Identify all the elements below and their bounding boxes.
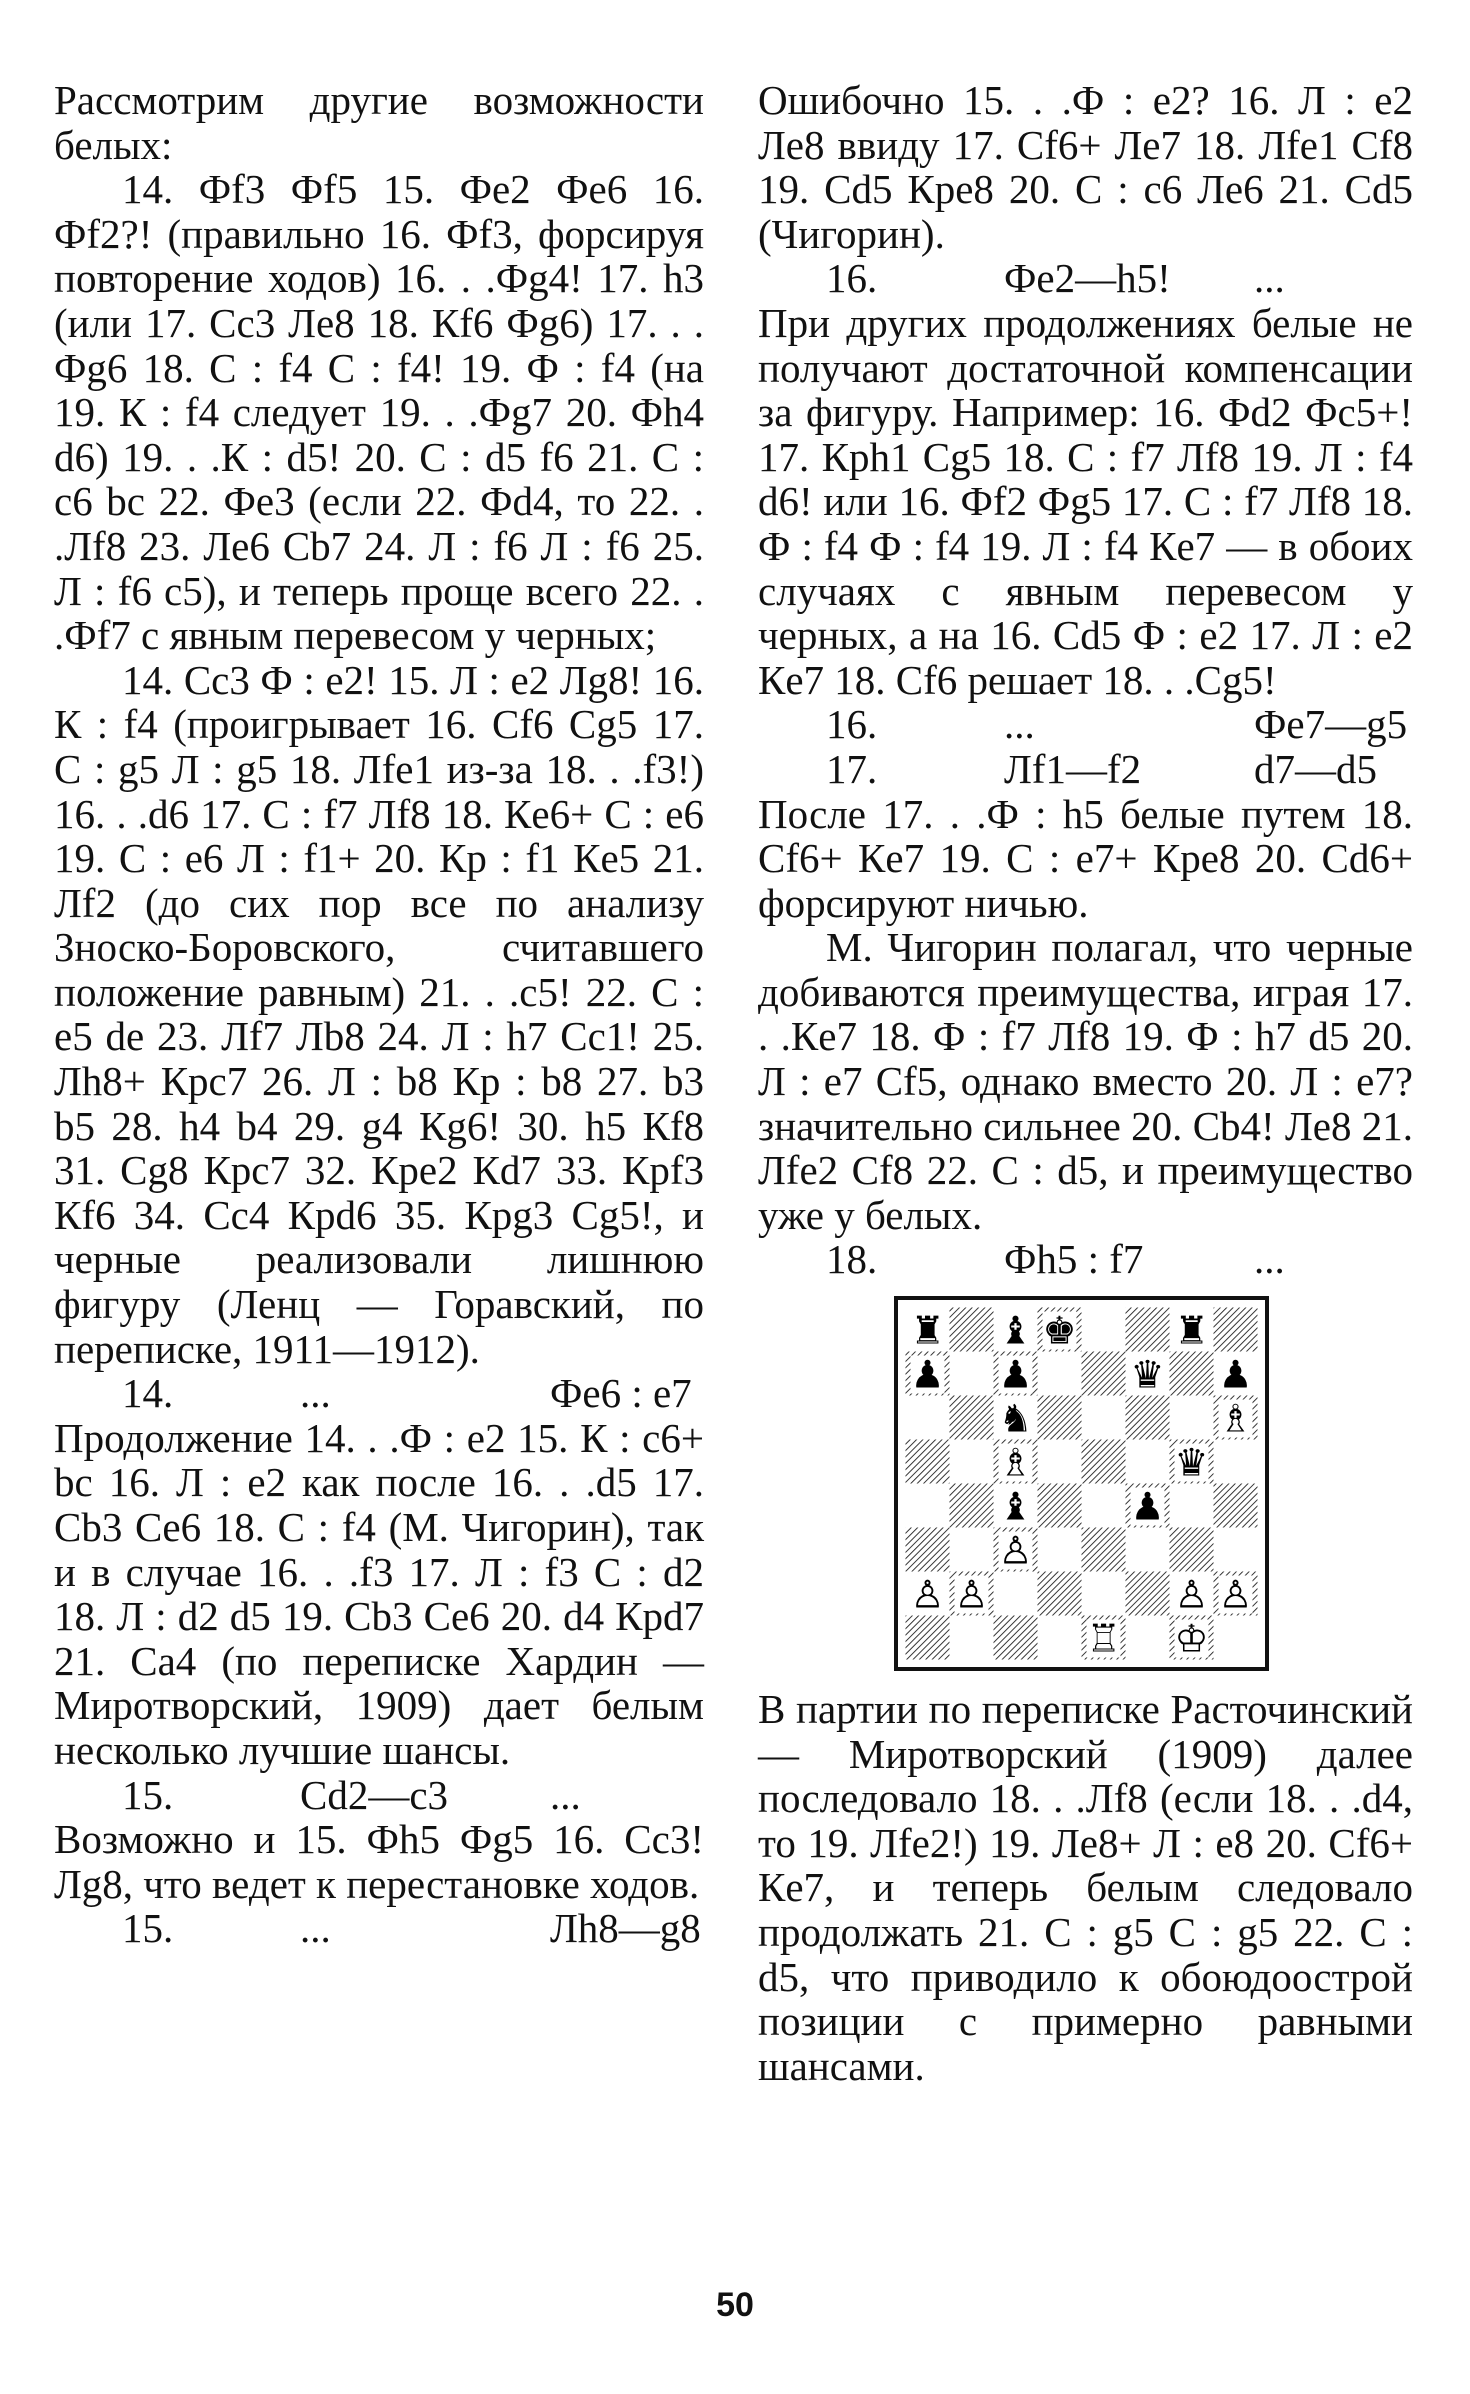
square-f8 bbox=[1126, 1308, 1170, 1352]
black-move: ... bbox=[550, 1771, 581, 1818]
square-e5 bbox=[1082, 1440, 1126, 1484]
white-move: Фh5 : f7 bbox=[1004, 1236, 1144, 1283]
square-a5 bbox=[906, 1440, 950, 1484]
square-f2 bbox=[1126, 1572, 1170, 1616]
piece-c8: ♝ bbox=[998, 1308, 1033, 1353]
square-e3 bbox=[1082, 1528, 1126, 1572]
paragraph: При других продолжениях белые не получают достаточной компенсации за фигуру. Например: 16. Фd2 Фc5+! 17. Крh1 Сg5 18. С : f7 Лf8 19. Л : f4 d6! или 16. Фf2 Фg5 17. С : f7 Лf8 18. Ф : f4 Ф : f4 19. Л : f4 Кe7 — в обоих случаях с явным перевесом у черных, а на 16. Сd5 Ф : e2 17. Л : e2 Кe7 18. Сf6 решает 18. . .Сg5! bbox=[758, 299, 1413, 703]
square-b5 bbox=[950, 1440, 994, 1484]
square-d3 bbox=[1038, 1528, 1082, 1572]
black-move: ... bbox=[1254, 255, 1285, 302]
piece-f4: ♟ bbox=[1130, 1484, 1165, 1529]
move-line bbox=[758, 1237, 1413, 1282]
square-e8 bbox=[1082, 1308, 1126, 1352]
white-move: ... bbox=[300, 1905, 331, 1952]
white-move: ... bbox=[300, 1370, 331, 1417]
piece-c5: ♗ bbox=[998, 1440, 1033, 1485]
square-h4 bbox=[1214, 1484, 1258, 1528]
move-number: 15. bbox=[122, 1771, 174, 1818]
piece-g5: ♛ bbox=[1174, 1440, 1209, 1485]
move-number: 16. bbox=[826, 255, 878, 302]
square-e7 bbox=[1082, 1352, 1126, 1396]
square-e2 bbox=[1082, 1572, 1126, 1616]
right-column bbox=[758, 78, 1413, 2088]
black-move: Фe6 : e7 bbox=[550, 1370, 692, 1417]
square-f5 bbox=[1126, 1440, 1170, 1484]
square-d7 bbox=[1038, 1352, 1082, 1396]
square-d6 bbox=[1038, 1396, 1082, 1440]
paragraph: Ошибочно 15. . .Ф : e2? 16. Л : e2 Лe8 ввиду 17. Сf6+ Лe7 18. Лfe1 Сf8 19. Сd5 Крe8 20. С : c6 Лe6 21. Сd5 (Чигорин). bbox=[758, 77, 1413, 257]
white-move: Лf1—f2 bbox=[1004, 745, 1142, 792]
piece-a8: ♜ bbox=[910, 1308, 945, 1353]
black-move: ... bbox=[1254, 1236, 1285, 1283]
square-a6 bbox=[906, 1396, 950, 1440]
square-f3 bbox=[1126, 1528, 1170, 1572]
move-line bbox=[758, 256, 1413, 301]
piece-a7: ♟ bbox=[910, 1352, 945, 1397]
square-f6 bbox=[1126, 1396, 1170, 1440]
square-c1 bbox=[994, 1616, 1038, 1660]
black-move: d7—d5 bbox=[1254, 745, 1377, 792]
square-b6 bbox=[950, 1396, 994, 1440]
move-line bbox=[54, 1371, 704, 1416]
piece-h6: ♗ bbox=[1218, 1396, 1253, 1441]
move-line bbox=[54, 1906, 704, 1951]
square-c2 bbox=[994, 1572, 1038, 1616]
piece-c4: ♝ bbox=[998, 1484, 1033, 1529]
paragraph: В партии по переписке Расточинский — Миротворский (1909) далее последовало 18. . .Лf8 (если 18. . .d4, то 19. Лfe2!) 19. Лe8+ Л : e8 20. Сf6+ Кe7, и теперь белым следовало продолжать 21. С : g5 С : g5 22. С : d5, что приводило к обоюдоострой позиции с примерно равными шансами. bbox=[758, 1686, 1413, 2089]
white-move: ... bbox=[1004, 701, 1035, 748]
move-number: 16. bbox=[826, 701, 878, 748]
square-b4 bbox=[950, 1484, 994, 1528]
square-h5 bbox=[1214, 1440, 1258, 1484]
piece-g8: ♜ bbox=[1174, 1308, 1209, 1353]
square-d2 bbox=[1038, 1572, 1082, 1616]
paragraph: 14. Фf3 Фf5 15. Фe2 Фe6 16. Фf2?! (правильно 16. Фf3, форсируя повторение ходов) 16. . .Фg4! 17. h3 (или 17. Сc3 Лe8 18. Кf6 Фg6) 17. . . Фg6 18. С : f4 С : f4! 19. Ф : f4 (на 19. К : f4 следует 19. . .Фg7 20. Фh4 d6) 19. . .К : d5! 20. С : d5 f6 21. С : c6 bc 22. Фe3 (если 22. Фd4, то 22. . .Лf8 23. Лe6 Сb7 24. Л : f6 Л : f6 25. Л : f6 c5), и теперь проще всего 22. . .Фf7 с явным перевесом у черных; bbox=[54, 166, 704, 659]
white-move: Сd2—c3 bbox=[300, 1771, 449, 1818]
move-number: 14. bbox=[122, 1370, 174, 1417]
square-b7 bbox=[950, 1352, 994, 1396]
piece-h2: ♙ bbox=[1218, 1572, 1253, 1617]
piece-h7: ♟ bbox=[1218, 1352, 1253, 1397]
square-d4 bbox=[1038, 1484, 1082, 1528]
paragraph: Возможно и 15. Фh5 Фg5 16. Сc3! Лg8, что ведет к перестановке ходов. bbox=[54, 1816, 704, 1907]
square-e6 bbox=[1082, 1396, 1126, 1440]
piece-g2: ♙ bbox=[1174, 1572, 1209, 1617]
square-a4 bbox=[906, 1484, 950, 1528]
square-h3 bbox=[1214, 1528, 1258, 1572]
black-move: Фe7—g5 bbox=[1254, 701, 1408, 748]
black-move: Лh8—g8 bbox=[550, 1905, 701, 1952]
piece-a2: ♙ bbox=[910, 1572, 945, 1617]
square-g4 bbox=[1170, 1484, 1214, 1528]
square-g3 bbox=[1170, 1528, 1214, 1572]
piece-b2: ♙ bbox=[954, 1572, 989, 1617]
piece-g1: ♔ bbox=[1174, 1616, 1209, 1661]
piece-f7: ♛ bbox=[1130, 1352, 1165, 1397]
chess-diagram bbox=[894, 1296, 1269, 1671]
square-b1 bbox=[950, 1616, 994, 1660]
left-column bbox=[54, 78, 704, 1951]
square-e4 bbox=[1082, 1484, 1126, 1528]
move-line bbox=[758, 702, 1413, 747]
square-g7 bbox=[1170, 1352, 1214, 1396]
piece-c6: ♞ bbox=[998, 1396, 1033, 1441]
move-number: 18. bbox=[826, 1236, 878, 1283]
move-line bbox=[758, 747, 1413, 792]
piece-d8: ♚ bbox=[1042, 1308, 1077, 1353]
piece-c3: ♙ bbox=[998, 1528, 1033, 1573]
square-d1 bbox=[1038, 1616, 1082, 1660]
square-a1 bbox=[906, 1616, 950, 1660]
square-b8 bbox=[950, 1308, 994, 1352]
chess-diagram-wrap bbox=[758, 1296, 1413, 1671]
paragraph: После 17. . .Ф : h5 белые путем 18. Сf6+ Кe7 19. С : e7+ Крe8 20. Сd6+ форсируют ничью. bbox=[758, 790, 1413, 926]
paragraph: Рассмотрим другие возможности белых: bbox=[54, 77, 704, 168]
square-h8 bbox=[1214, 1308, 1258, 1352]
white-move: Фe2—h5! bbox=[1004, 255, 1171, 302]
move-number: 17. bbox=[826, 745, 878, 792]
move-number: 15. bbox=[122, 1905, 174, 1952]
square-g6 bbox=[1170, 1396, 1214, 1440]
square-f1 bbox=[1126, 1616, 1170, 1660]
move-line bbox=[54, 1773, 704, 1818]
paragraph: 14. Сc3 Ф : e2! 15. Л : e2 Лg8! 16. К : f4 (проигрывает 16. Сf6 Сg5 17. С : g5 Л : g5 18. Лfe1 из-за 18. . .f3!) 16. . .d6 17. С : f7 Лf8 18. Кe6+ С : e6 19. С : e6 Л : f1+ 20. Кр : f1 Кe5 21. Лf2 (до сих пор все по анализу Зноско-Боровского, считавшего положение равным) 21. . .c5! 22. С : e5 de 23. Лf7 Лb8 24. Л : h7 Сc1! 25. Лh8+ Крc7 26. Л : b8 Кр : b8 27. b3 b5 28. h4 b4 29. g4 Кg6! 30. h5 Кf8 31. Сg8 Крc7 32. Крe2 Кd7 33. Крf3 Кf6 34. Сc4 Крd6 35. Крg3 Сg5!, и черные реализовали лишнюю фигуру (Ленц — Горавский, по переписке, 1911—1912). bbox=[54, 656, 704, 1372]
paragraph: Продолжение 14. . .Ф : e2 15. К : c6+ bc 16. Л : e2 как после 16. . .d5 17. Сb3 Сe6 18. С : f4 (М. Чигорин), так и в случае 16. . .f3 17. Л : f3 С : d2 18. Л : d2 d5 19. Сb3 Сe6 20. d4 Крd7 21. Сa4 (по переписке Хардин — Миротворский, 1909) дает белым несколько лучшие шансы. bbox=[54, 1414, 704, 1773]
square-a3 bbox=[906, 1528, 950, 1572]
page-number: 50 bbox=[716, 2286, 754, 2324]
square-b3 bbox=[950, 1528, 994, 1572]
square-h1 bbox=[1214, 1616, 1258, 1660]
square-d5 bbox=[1038, 1440, 1082, 1484]
piece-e1: ♖ bbox=[1086, 1616, 1121, 1661]
piece-c7: ♟ bbox=[998, 1352, 1033, 1397]
paragraph: М. Чигорин полагал, что черные добиваются преимущества, играя 17. . .Кe7 18. Ф : f7 Лf8 19. Ф : h7 d5 20. Л : e7 Сf5, однако вместо 20. Л : e7? значительно сильнее 20. Сb4! Лe8 21. Лfe2 Сf8 22. С : d5, и преимущество уже у белых. bbox=[758, 924, 1413, 1238]
